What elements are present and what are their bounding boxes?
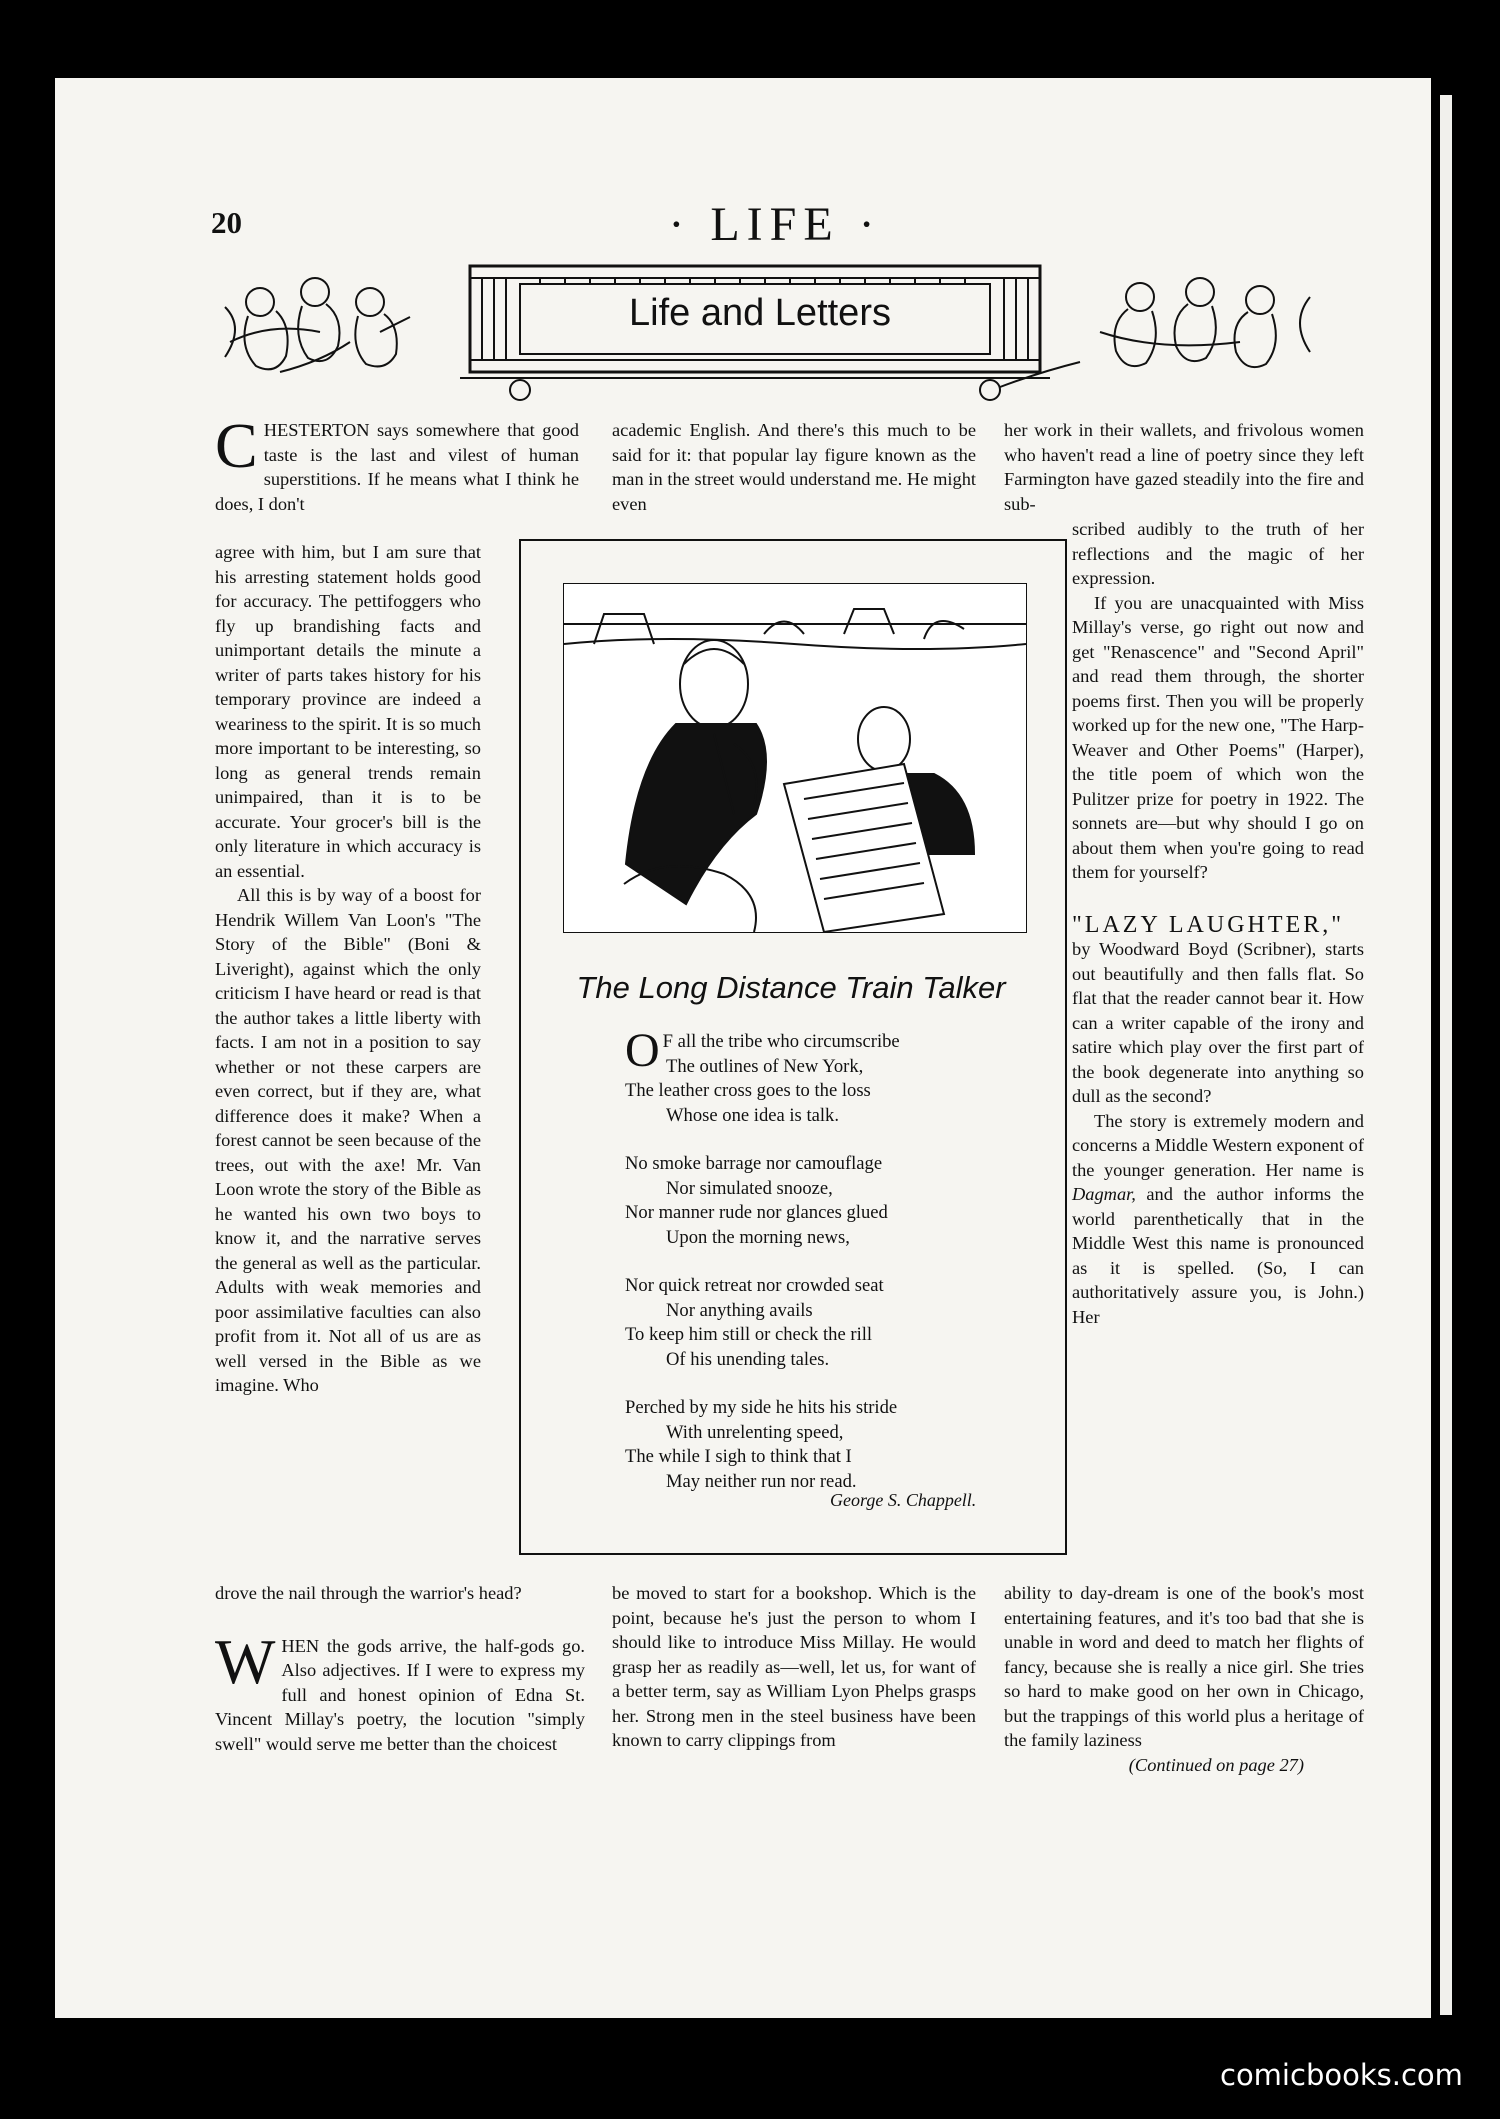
column-2-bottom [612,1581,976,1753]
poem-line: Of his unending tales. [666,1348,830,1370]
paragraph-text: agree with him, but I am sure that his arresting statement holds good for accuracy. The pettifoggers who fly up brandishing facts and unimportant details the minute a writer of parts takes history for his temporary province are indeed a weariness to the spirit. It is so much more important to be interesting, so long as general trends remain unimpaired, than it is to be accurate. Your grocer's bill is the only literature in which accuracy is an essential. [215,542,481,881]
poem-line: Upon the morning news, [666,1226,850,1248]
poem-line: Nor simulated snooze, [666,1177,833,1199]
watermark: comicbooks.com [1220,2058,1463,2092]
poem-line: With unrelenting speed, [666,1421,844,1443]
poem-line: Nor manner rude nor glances glued [625,1202,888,1223]
paragraph-text: academic English. And there's this much to be said for it: that popular lay figure known as the man in the street would understand me. He might even [612,420,976,514]
page-number: 20 [211,205,242,240]
train-talker-illustration [563,583,1027,933]
paragraph-text: All this is by way of a boost for Hendrik Willem Van Loon's "The Story of the Bible" (Boni & Liveright), against which the only criticism I have heard or read is that the author takes a little liberty with facts. I am not in a position to say whether or not these carpers are even correct, but if they are, what difference does it make? When a forest cannot be seen because of the trees, out with the axe! Mr. Van Loon wrote the story of the Bible as he wanted his own two boys to know it, and the narrative serves the general as well as the particular. Adults with weak memories and poor assimilative faculties can also profit from it. Not all of us are as well versed in the Bible as we imagine. Who [215,885,481,1395]
poem-line: To keep him still or check the rill [625,1324,873,1345]
paragraph-text: drove the nail through the warrior's head? [215,1583,522,1603]
character-name: Dagmar, [1072,1184,1136,1204]
poem-line: The while I sigh to think that I [625,1446,852,1467]
cart-wheel-right [980,380,1000,400]
poem-line: Perched by my side he hits his stride [625,1397,898,1418]
paragraph-text: her work in their wallets, and frivolous women who haven't read a line of poetry since they left Farmington have gazed steadily into the fire and sub- [1004,420,1364,514]
poem-title: The Long Distance Train Talker [576,970,1006,1005]
poem-drop-cap: O [625,1024,660,1077]
drop-cap: W [215,1625,276,1697]
section-title: Life and Letters [629,292,891,334]
text-run: The story is extremely modern and concerns a Middle Western exponent of the younger generation. Her name is [1072,1110,1364,1180]
column-3-top [1004,418,1364,516]
poem-line: Nor anything avails [666,1299,813,1321]
poem-line: Whose one idea is talk. [666,1104,839,1126]
section-heading-lazy-laughter: "LAZY LAUGHTER," [1072,911,1345,938]
poem-line: The outlines of New York, [666,1055,864,1077]
column-2-top [612,418,976,516]
column-1-top [215,410,579,516]
column-3-middle [1072,517,1364,1329]
poem-line: F all the tribe who circumscribe [662,1031,900,1052]
drop-cap: C [215,410,258,481]
column-3-bottom [1004,1581,1364,1777]
left-cherubs-illustration [225,278,410,372]
paragraph-text: HEN the gods arrive, the half-gods go. Also adjectives. If I were to express my full and honest opinion of Edna St. Vincent Millay's poetry, the locution "simply swell" would serve me better than the choicest [215,1635,585,1754]
poem-line: The leather cross goes to the loss [625,1080,871,1101]
column-1-middle [215,540,481,1398]
text-run: and the author informs the world parenthetically that in the Middle West this name is pronounced as it is spelled. (So, I can authoritatively assure you, is John.) Her [1072,1184,1364,1327]
page-gutter [1440,95,1452,2015]
poem-line: No smoke barrage nor camouflage [625,1153,883,1174]
poem-line: May neither run nor read. [666,1470,857,1492]
poem-text [625,1024,900,1494]
right-cherubs-illustration [1000,278,1310,387]
poem-line: Nor quick retreat nor crowded seat [625,1275,884,1296]
continued-note: (Continued on page 27) [1128,1754,1304,1775]
paragraph-text: ability to day-dream is one of the book's most entertaining features, and it's too bad that she is unable in word and deed to match her flights of fancy, because she is really a nice girl. She tries so hard to make good on her own in Chicago, but the trappings of this world plus a heritage of the family laziness [1004,1583,1364,1750]
paragraph-text [1072,1109,1364,1330]
paragraph-text: If you are unacquainted with Miss Millay's verse, go right out now and get "Renascence" and "Second April" and read them through, the shorter poems first. Then you will be properly worked up for the new one, "The Harp-Weaver and Other Poems" (Harper), the title poem of which won the Pulitzer prize for poetry in 1922. The sonnets are—but why should I go on about them when you're going to read them for yourself? [1072,592,1364,882]
running-title: · LIFE · [668,198,882,251]
cart-wheel-left [510,380,530,400]
paragraph-text: be moved to start for a bookshop. Which is the point, because he's just the person to whom I should like to introduce Miss Millay. He would grasp her as readily as—well, let us, for want of a better term, say as William Lyon Phelps grasps her. Strong men in the steel business have been known to carry clippings from [612,1583,976,1750]
column-1-bottom [215,1581,585,1756]
poem-author: George S. Chappell. [830,1490,977,1510]
paragraph-text: by Woodward Boyd (Scribner), starts out beautifully and then falls flat. So flat that the reader cannot bear it. How can a writer capable of the irony and satire which play over the first part of the book degenerate into anything so dull as the second? [1072,939,1364,1106]
paragraph-text: scribed audibly to the truth of her reflections and the magic of her expression. [1072,519,1364,588]
paragraph-text: HESTERTON says somewhere that good taste is the last and vilest of human superstitions. If he means what I think he does, I don't [215,420,579,514]
